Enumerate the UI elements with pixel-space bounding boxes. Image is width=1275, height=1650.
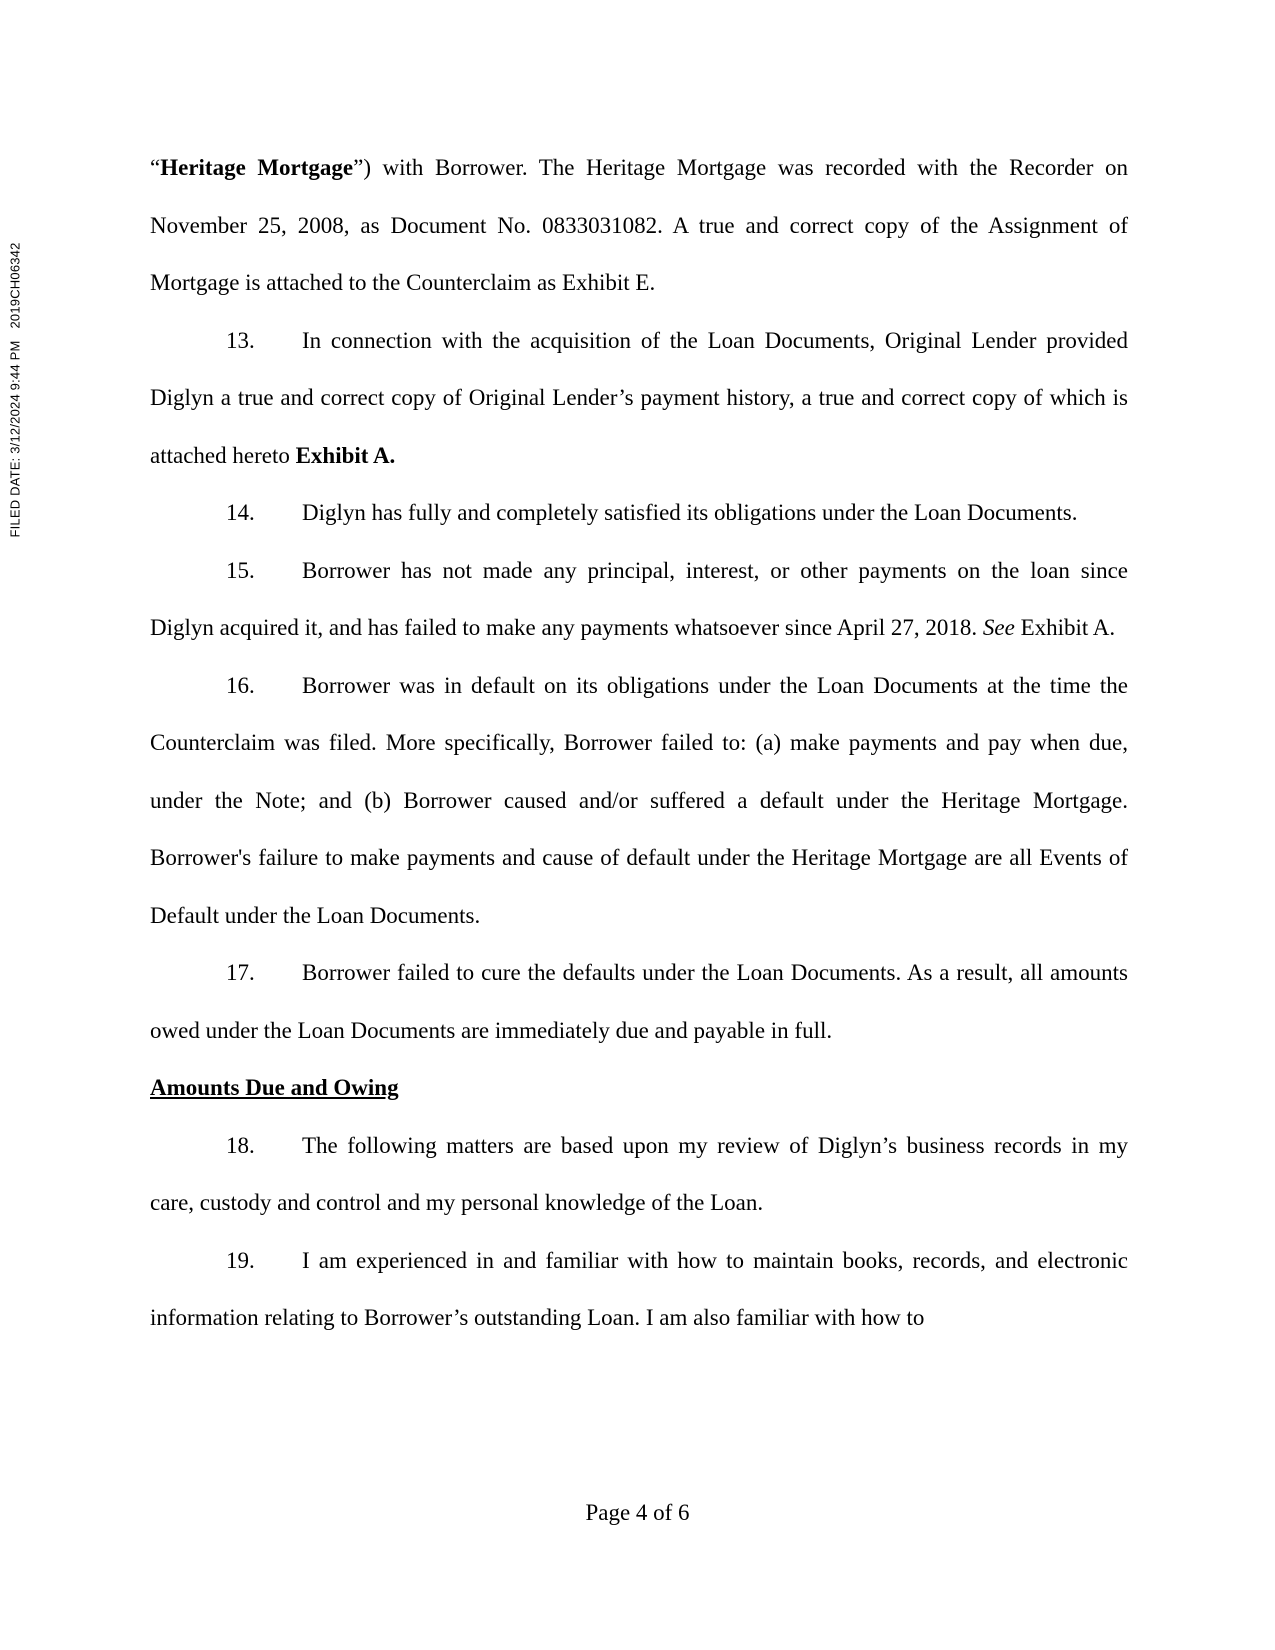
paragraph-15: 15. Borrower has not made any principal, interest, or other payments on the loan since Diglyn acquired it, and has failed to make any payments whatsoever since April 27, 2018. See Exhibit A. — [150, 542, 1128, 657]
paragraph-17: 17. Borrower failed to cure the defaults under the Loan Documents. As a result, all amounts owed under the Loan Documents are immediately due and payable in full. — [150, 944, 1128, 1059]
case-number-text: 2019CH06342 — [7, 242, 23, 329]
page-number-footer: Page 4 of 6 — [585, 1500, 690, 1525]
paragraph-12-continued: “Heritage Mortgage”) with Borrower. The Heritage Mortgage was recorded with the Recorder on November 25, 2008, as Document No. 0833031082. A true and correct copy of the Assignment of Mortgage is attached to the Counterclaim as Exhibit E. — [150, 155, 1128, 295]
paragraph-number: 18. — [226, 1132, 255, 1158]
section-heading: Amounts Due and Owing — [150, 1075, 399, 1100]
filed-date-stamp — [8, 242, 23, 537]
filed-date-text: FILED DATE: 3/12/2024 9:44 PM — [7, 340, 23, 538]
defined-term-heritage-mortgage: Heritage Mortgage — [160, 155, 354, 180]
paragraph-number: 13. — [226, 327, 255, 353]
paragraph-18: 18. The following matters are based upon my review of Diglyn’s business records in my care, custody and control and my personal knowledge of the Loan. — [150, 1117, 1128, 1232]
paragraph-number: 14. — [226, 500, 255, 525]
paragraph-14: 14. Diglyn has fully and completely satisfied its obligations under the Loan Documents. — [150, 484, 1128, 542]
paragraph-number: 17. — [226, 960, 255, 985]
paragraph-number: 19. — [226, 1247, 255, 1273]
paragraph-number: 15. — [226, 557, 255, 583]
paragraph-16: 16. Borrower was in default on its obligations under the Loan Documents at the time the Counterclaim was filed. More specifically, Borrower failed to: (a) make payments and pay when due, under the Note; and (b) Borrower caused and/or suffered a default under the Heritage Mortgage. Borrower's failure to make payments and cause of default under the Heritage Mortgage are all Events of Default under the Loan Documents. — [150, 657, 1128, 945]
paragraph-number: 16. — [226, 672, 255, 698]
see-signal: See — [982, 615, 1015, 640]
paragraph-13: 13. In connection with the acquisition of the Loan Documents, Original Lender provided Diglyn a true and correct copy of Original Lender’s payment history, a true and correct copy of which is attached hereto Exhibit A. — [150, 312, 1128, 485]
document-body — [150, 139, 1128, 1347]
exhibit-a-reference: Exhibit A. — [295, 442, 396, 468]
paragraph-19: 19. I am experienced in and familiar with how to maintain books, records, and electronic information relating to Borrower’s outstanding Loan. I am also familiar with how to — [150, 1232, 1128, 1347]
